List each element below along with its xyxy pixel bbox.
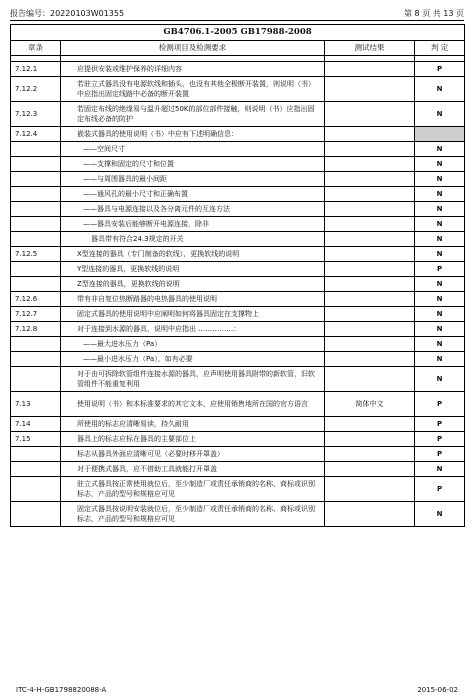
result-cell: [325, 262, 415, 277]
result-cell: [325, 502, 415, 527]
requirement-cell: 对于连接到水源的器具，说明中应指出 ……………：: [61, 322, 325, 337]
clause-cell: 7.14: [11, 417, 61, 432]
clause-cell: [11, 172, 61, 187]
requirement-cell: 带有非自复位热断路器的电热器具的使用说明: [61, 292, 325, 307]
result-cell: [325, 172, 415, 187]
column-header-verdict: 判 定: [415, 41, 465, 56]
table-row: [11, 292, 465, 307]
table-row: [11, 262, 465, 277]
verdict-cell: N: [415, 247, 465, 262]
clause-cell: 7.15: [11, 432, 61, 447]
result-cell: [325, 187, 415, 202]
verdict-cell: N: [415, 187, 465, 202]
verdict-cell: P: [415, 262, 465, 277]
document-date: 2015-06-02: [417, 686, 458, 694]
table-row: [11, 217, 465, 232]
table-row: [11, 392, 465, 417]
clause-cell: 7.12.3: [11, 102, 61, 127]
requirement-cell: 对于由可拆除软管组件连接水源的器具，应声明使用器具附带的新软管，旧软管组件不能重复利用: [61, 367, 325, 392]
column-header-row: [11, 41, 465, 56]
result-cell: [325, 447, 415, 462]
result-cell: [325, 417, 415, 432]
table-row: [11, 102, 465, 127]
table-row: [11, 277, 465, 292]
inspection-table: [10, 24, 465, 527]
requirement-cell: ——与周围器具的最小间距: [61, 172, 325, 187]
result-cell: [325, 432, 415, 447]
requirement-cell: 应提供安装或维护保养的详细内容: [61, 62, 325, 77]
clause-cell: [11, 202, 61, 217]
verdict-cell: N: [415, 367, 465, 392]
verdict-cell: N: [415, 307, 465, 322]
verdict-cell: N: [415, 352, 465, 367]
table-row: [11, 157, 465, 172]
table-row: [11, 417, 465, 432]
table-row: [11, 127, 465, 142]
page-footer: [16, 686, 458, 696]
verdict-cell: N: [415, 232, 465, 247]
result-cell: [325, 477, 415, 502]
requirement-cell: X型连接的器具（专门制备的软线），更换软线的说明: [61, 247, 325, 262]
clause-cell: [11, 142, 61, 157]
table-row: [11, 62, 465, 77]
clause-cell: [11, 447, 61, 462]
clause-cell: 7.12.6: [11, 292, 61, 307]
requirement-cell: 器具带有符合24.3规定的开关: [61, 232, 325, 247]
result-cell: [325, 367, 415, 392]
result-cell: [325, 217, 415, 232]
clause-cell: 7.12.5: [11, 247, 61, 262]
page-indicator: 第 8 页 共 13 页: [404, 9, 464, 18]
report-number: 报告编号：20220103W01355: [10, 9, 125, 18]
requirement-cell: ——器具与电源连接以及各分离元件的互连方法: [61, 202, 325, 217]
table-row: [11, 432, 465, 447]
verdict-cell: N: [415, 202, 465, 217]
result-cell: [325, 337, 415, 352]
page-header: [10, 6, 464, 20]
verdict-cell: P: [415, 62, 465, 77]
clause-cell: [11, 502, 61, 527]
result-cell: 简体中文: [325, 392, 415, 417]
table-row: [11, 232, 465, 247]
table-row: [11, 187, 465, 202]
result-cell: [325, 157, 415, 172]
verdict-cell: P: [415, 477, 465, 502]
result-cell: [325, 102, 415, 127]
requirement-cell: 嵌装式器具的使用说明（书）中应有下述明确信息：: [61, 127, 325, 142]
table-row: [11, 77, 465, 102]
verdict-cell: P: [415, 392, 465, 417]
verdict-cell: N: [415, 217, 465, 232]
header-divider: [10, 20, 464, 21]
result-cell: [325, 77, 415, 102]
clause-cell: [11, 477, 61, 502]
result-cell: [325, 462, 415, 477]
table-row: [11, 367, 465, 392]
column-header-item: 检测项目及检测要求: [61, 41, 325, 56]
verdict-cell: N: [415, 337, 465, 352]
table-row: [11, 502, 465, 527]
result-cell: [325, 142, 415, 157]
verdict-cell: N: [415, 102, 465, 127]
clause-cell: [11, 232, 61, 247]
verdict-cell: P: [415, 417, 465, 432]
clause-cell: [11, 277, 61, 292]
clause-cell: [11, 352, 61, 367]
clause-cell: 7.12.2: [11, 77, 61, 102]
table-row: [11, 322, 465, 337]
clause-cell: [11, 157, 61, 172]
verdict-cell: N: [415, 172, 465, 187]
requirement-cell: 所使用的标志应清晰易读，持久耐用: [61, 417, 325, 432]
table-row: [11, 462, 465, 477]
table-row: [11, 172, 465, 187]
requirement-cell: ——最大进水压力（Pa）: [61, 337, 325, 352]
clause-cell: 7.12.1: [11, 62, 61, 77]
document-code: ITC-4-H-GB1798820088-A: [16, 686, 107, 694]
result-cell: [325, 277, 415, 292]
result-cell: [325, 292, 415, 307]
table-row: [11, 337, 465, 352]
clause-cell: [11, 217, 61, 232]
result-cell: [325, 247, 415, 262]
verdict-cell: N: [415, 277, 465, 292]
standard-row: [11, 25, 465, 41]
requirement-cell: 器具上的标志应标在器具的主要部位上: [61, 432, 325, 447]
verdict-cell: N: [415, 322, 465, 337]
table-row: [11, 477, 465, 502]
requirement-cell: 若驻立式器具没有电源软线和插头，也没有其他全极断开装置，则说明（书）中应指出固定线路中必备的断开装置: [61, 77, 325, 102]
clause-cell: [11, 462, 61, 477]
requirement-cell: 若固定布线的绝缘易与温升超过50K的部位部件接触，则说明（书）应指出固定布线必备的防护: [61, 102, 325, 127]
requirement-cell: 固定式器具按说明安装就位后，至少制造厂或责任承销商的名称、商标或识别标志，产品的型号和规格应可见: [61, 502, 325, 527]
result-cell: [325, 352, 415, 367]
requirement-cell: ——最小进水压力（Pa），如有必要: [61, 352, 325, 367]
standard-title: GB4706.1-2005 GB17988-2008: [11, 25, 465, 41]
result-cell: [325, 62, 415, 77]
clause-cell: 7.13: [11, 392, 61, 417]
verdict-cell: P: [415, 432, 465, 447]
table-row: [11, 247, 465, 262]
clause-cell: 7.12.8: [11, 322, 61, 337]
result-cell: [325, 202, 415, 217]
result-cell: [325, 127, 415, 142]
clause-cell: 7.12.4: [11, 127, 61, 142]
requirement-cell: ——支撑和固定的尺寸和位置: [61, 157, 325, 172]
requirement-cell: Z型连接的器具，更换软线的说明: [61, 277, 325, 292]
verdict-cell: N: [415, 142, 465, 157]
clause-cell: 7.12.7: [11, 307, 61, 322]
verdict-cell: [415, 127, 465, 142]
result-cell: [325, 232, 415, 247]
requirement-cell: ——通风孔的最小尺寸和正确布置: [61, 187, 325, 202]
requirement-cell: ——空间尺寸: [61, 142, 325, 157]
clause-cell: [11, 367, 61, 392]
clause-cell: [11, 187, 61, 202]
verdict-cell: P: [415, 447, 465, 462]
clause-cell: [11, 337, 61, 352]
verdict-cell: N: [415, 77, 465, 102]
verdict-cell: N: [415, 292, 465, 307]
table-row: [11, 352, 465, 367]
requirement-cell: 驻立式器具按正常使用就位后，至少制造厂或责任承销商的名称、商标或识别标志，产品的型号和规格应可见: [61, 477, 325, 502]
result-cell: [325, 322, 415, 337]
table-row: [11, 447, 465, 462]
requirement-cell: 固定式器具的使用说明中应阐明如何将器具固定在支撑物上: [61, 307, 325, 322]
requirement-cell: ——器具安装后能够断开电源连接，除非: [61, 217, 325, 232]
requirement-cell: 对于便携式器具，应不借助工具就能打开罩盖: [61, 462, 325, 477]
requirement-cell: Y型连接的器具，更换软线的说明: [61, 262, 325, 277]
table-row: [11, 202, 465, 217]
verdict-cell: N: [415, 462, 465, 477]
verdict-cell: N: [415, 502, 465, 527]
requirement-cell: 使用说明（书）和本标准要求的其它文本，应使用销售地所在国的官方语言: [61, 392, 325, 417]
verdict-cell: N: [415, 157, 465, 172]
requirement-cell: 标志从器具外面应清晰可见（必要时移开罩盖）: [61, 447, 325, 462]
column-header-clause: 章条: [11, 41, 61, 56]
clause-cell: [11, 262, 61, 277]
result-cell: [325, 307, 415, 322]
table-row: [11, 307, 465, 322]
column-header-result: 测试结果: [325, 41, 415, 56]
table-row: [11, 142, 465, 157]
